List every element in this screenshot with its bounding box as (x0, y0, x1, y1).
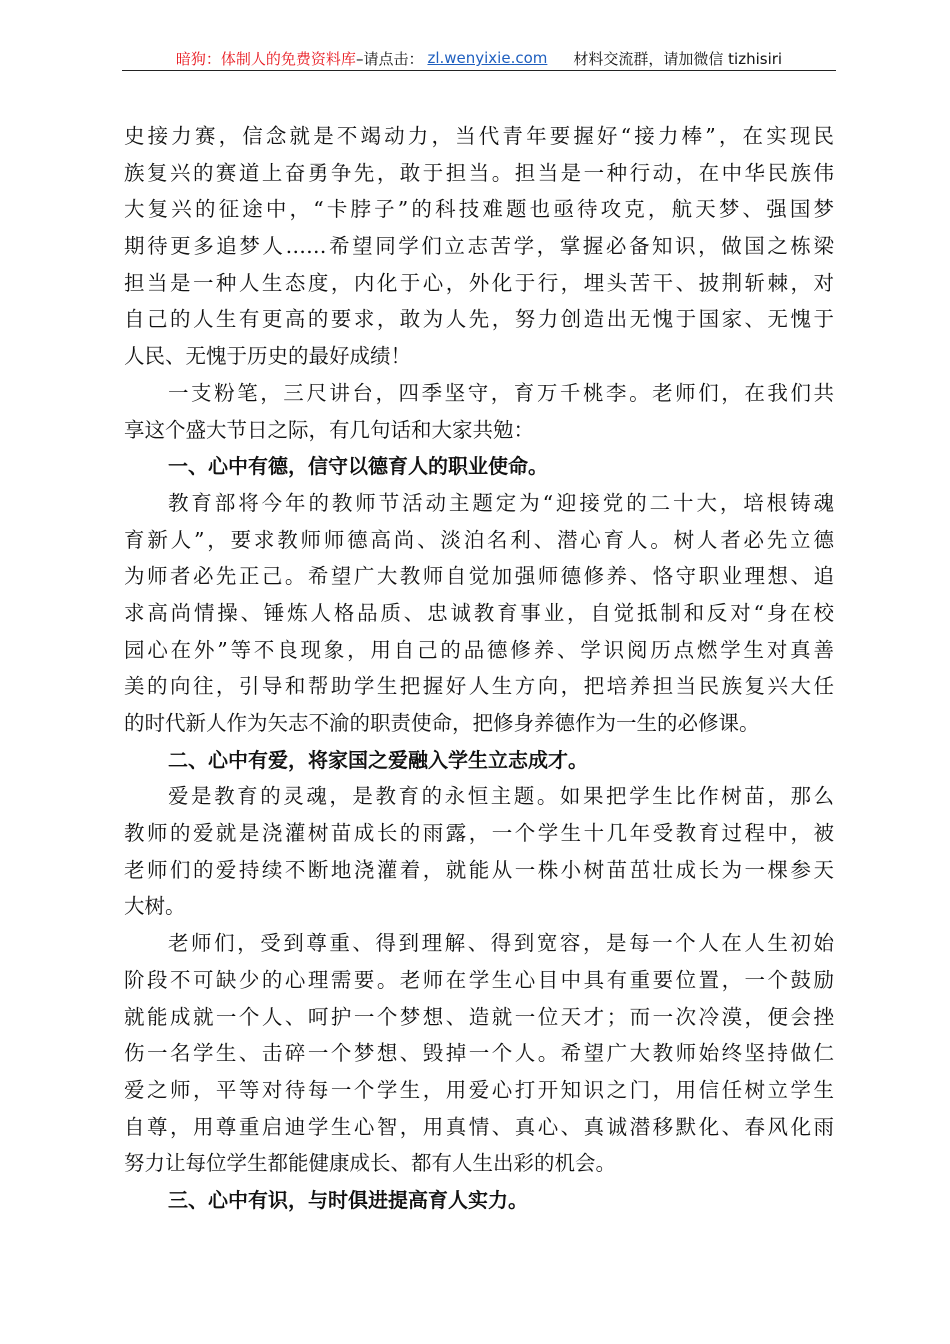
text-line: 为师者必先正己。希望广大教师自觉加强师德修养、恪守职业理想、追 (124, 564, 834, 589)
text-line: 努力让每位学生都能健康成长、都有人生出彩的机会。 (124, 1151, 616, 1176)
header-prompt: –请点击： (355, 49, 424, 68)
text-line: 期待更多追梦人……希望同学们立志苦学，掌握必备知识，做国之栋梁 (124, 234, 834, 259)
header-link[interactable]: zl.wenyixie.com (427, 49, 548, 67)
text-line: 老师们，受到尊重、得到理解、得到宽容，是每一个人在人生初始 (168, 931, 834, 956)
text-line: 求高尚情操、锤炼人格品质、忠诚教育事业，自觉抵制和反对“身在校 (124, 600, 834, 625)
text-line: 教育部将今年的教师节活动主题定为“迎接党的二十大，培根铸魂 (168, 490, 834, 515)
text-line: 育新人”，要求教师师德高尚、淡泊名利、潜心育人。树人者必先立德 (124, 527, 834, 552)
text-line: 美的向往，引导和帮助学生把握好人生方向，把培养担当民族复兴大任 (124, 674, 834, 699)
text-line: 一支粉笔，三尺讲台，四季坚守，育万千桃李。老师们，在我们共 (168, 380, 834, 405)
section-heading: 一、心中有德，信守以德育人的职业使命。 (168, 454, 548, 479)
page-header (122, 46, 836, 70)
text-line: 享这个盛大节日之际，有几句话和大家共勉： (124, 417, 534, 442)
header-brand: 暗狗：体制人的免费资料库 (175, 49, 356, 68)
header-note: 材料交流群，请加微信 tizhisiri (573, 49, 783, 68)
text-line: 爱是教育的灵魂，是教育的永恒主题。如果把学生比作树苗，那么 (168, 784, 834, 809)
text-line: 史接力赛，信念就是不竭动力，当代青年要握好“接力棒”，在实现民 (124, 124, 834, 148)
text-line: 的时代新人作为矢志不渝的职责使命，把修身养德作为一生的必修课。 (124, 711, 760, 735)
text-line: 自己的人生有更高的要求，敢为人先，努力创造出无愧于国家、无愧于 (124, 307, 834, 332)
section-heading: 二、心中有爱，将家国之爱融入学生立志成才。 (168, 747, 588, 772)
text-line: 伤一名学生、击碎一个梦想、毁掉一个人。希望广大教师始终坚持做仁 (124, 1041, 834, 1066)
header-divider (122, 70, 836, 71)
text-line: 担当是一种人生态度，内化于心，外化于行，埋头苦干、披荆斩棘，对 (124, 270, 834, 295)
text-line: 教师的爱就是浇灌树苗成长的雨露，一个学生十几年受教育过程中，被 (124, 821, 834, 846)
text-line: 自尊，用尊重启迪学生心智，用真情、真心、真诚潜移默化、春风化雨 (124, 1114, 834, 1139)
text-line: 爱之师，平等对待每一个学生，用爱心打开知识之门，用信任树立学生 (124, 1077, 834, 1102)
text-line: 就能成就一个人、呵护一个梦想、造就一位天才；而一次冷漠，便会挫 (124, 1004, 834, 1029)
text-line: 老师们的爱持续不断地浇灌着，就能从一株小树苗茁壮成长为一棵参天 (124, 857, 834, 882)
text-line: 人民、无愧于历史的最好成绩！ (124, 344, 411, 369)
text-line: 园心在外”等不良现象，用自己的品德修养、学识阅历点燃学生对真善 (124, 637, 834, 662)
text-line: 大树。 (124, 894, 186, 919)
text-line: 族复兴的赛道上奋勇争先，敢于担当。担当是一种行动，在中华民族伟 (124, 160, 834, 185)
document-body (124, 118, 834, 1219)
text-line: 阶段不可缺少的心理需要。老师在学生心目中具有重要位置，一个鼓励 (124, 967, 834, 992)
text-line: 大复兴的征途中，“卡脖子”的科技难题也亟待攻克，航天梦、强国梦 (124, 197, 834, 222)
section-heading: 三、心中有识，与时俱进提高育人实力。 (168, 1187, 528, 1212)
